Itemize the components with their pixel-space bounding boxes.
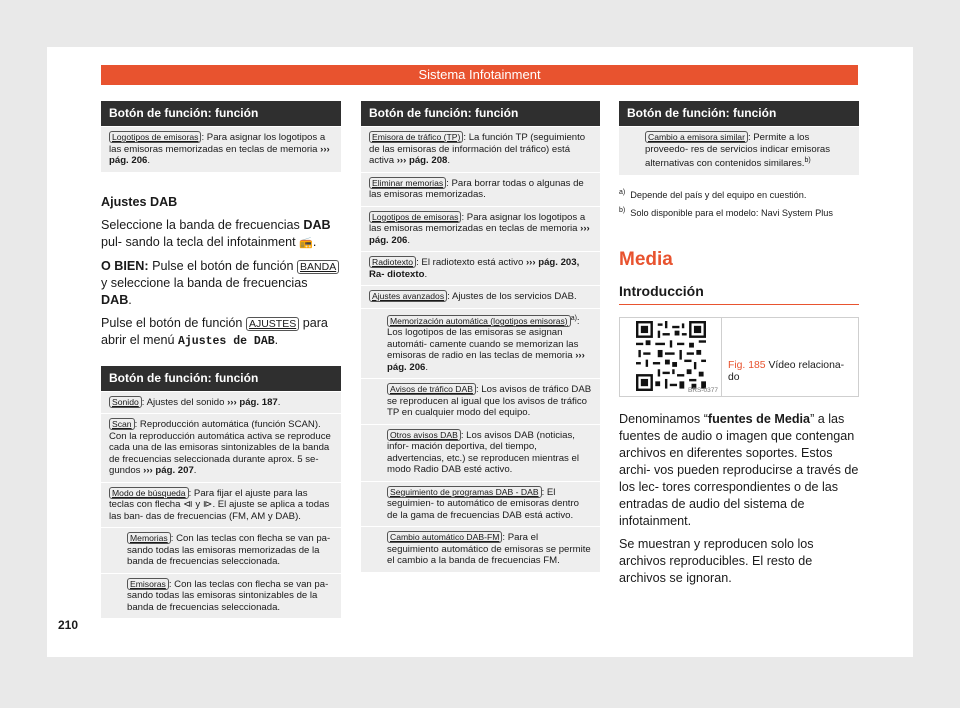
table-header: Botón de función: función xyxy=(101,366,341,391)
radio-key-icon: 📻 xyxy=(299,236,313,249)
page-ref-link[interactable]: ››› pág. 207 xyxy=(143,465,194,476)
figure-caption: Fig. 185 Vídeo relaciona- do xyxy=(728,359,845,383)
page-number: 210 xyxy=(58,618,79,632)
entry-memorizacion-automatica: Memorización automática (logotipos emisoras) $^{a)}$: Los logotipos de las emisoras se asignan automáti- camente cuando se memorizan las emisoras de radio en las teclas de memoria ››› pág. 206. xyxy=(361,308,600,379)
entry-avisos-trafico-dab: Avisos de tráfico DAB : Los avisos de tráfico DAB se reproducen al igual que los avisos de tráfico TP en cualquier modo del equipo. xyxy=(361,378,600,424)
paragraph-ajustes: Pulse el botón de función AJUSTES para abrir el menú Ajustes de DAB. xyxy=(101,315,328,348)
entry-logotipos: Logotipos de emisoras : Para asignar los logotipos a las emisoras memorizadas en teclas de memoria ››› pág. 206. xyxy=(101,126,341,172)
entry-cambio-dab-fm: Cambio automático DAB-FM : Para el seguimiento automático de emisoras se permite el cambio a la banda de frecuencias FM. xyxy=(361,526,600,572)
entry-modo-busqueda: Modo de búsqueda : Para fijar el ajuste para las teclas con flecha ⧏ y ⧐. El ajuste se aplica a todas las ban- das de frecuencias (FM, AM y DAB). xyxy=(101,482,341,528)
entry-logotipos: Logotipos de emisoras : Para asignar los logotipos a las emisoras memorizadas en teclas de memoria ››› pág. 206. xyxy=(361,206,600,252)
table-header: Botón de función: función xyxy=(619,101,859,126)
qr-code-icon xyxy=(628,321,714,391)
function-table-dab-continued xyxy=(361,101,600,572)
figure-185 xyxy=(619,317,859,397)
entry-eliminar-memorias: Eliminar memorias : Para borrar todas o algunas de las emisoras memorizadas. xyxy=(361,172,600,206)
entry-otros-avisos-dab: Otros avisos DAB : Los avisos DAB (noticias, infor- mación deportiva, del tiempo, advertencias, etc.) se reproducen mientras el modo Radio DAB esté activo. xyxy=(361,424,600,481)
entry-seguimiento-programas: Seguimiento de programas DAB - DAB : El seguimien- to automático de emisoras dentro de la gama de frecuencias DAB está activo. xyxy=(361,481,600,527)
figure-code: BRS-0377 xyxy=(688,386,718,394)
chapter-banner: Sistema Infotainment xyxy=(101,65,858,85)
entry-sonido: Sonido : Ajustes del sonido ››› pág. 187. xyxy=(101,391,341,414)
column-right xyxy=(619,101,859,593)
page-ref-link[interactable]: ››› pág. 206 xyxy=(387,350,585,373)
footnote-a: $^{a)}$ Depende del país y del equipo en cuestión. xyxy=(619,188,807,200)
page-ref-link[interactable]: ››› pág. 187 xyxy=(227,396,278,408)
page-ref-link[interactable]: ››› pág. 203, Ra- diotexto xyxy=(369,257,580,280)
footnote-b: $^{b)}$ Solo disponible para el modelo: Navi System Plus xyxy=(619,206,833,218)
paragraph-reproducible: Se muestran y reproducen solo los archivos reproducibles. El resto de archivos se ignoran. xyxy=(619,536,814,585)
entry-memorias: Memorias : Con las teclas con flecha se van pa- sando todas las emisoras memorizadas de la banda de frecuencias seleccionada. xyxy=(101,527,341,573)
function-table-dab xyxy=(101,366,341,619)
ajustes-button: AJUSTES xyxy=(246,317,299,331)
entry-ajustes-avanzados: Ajustes avanzados : Ajustes de los servicios DAB. xyxy=(361,285,600,308)
function-table-end xyxy=(619,101,859,175)
paragraph-banda: O BIEN: Pulse el botón de función BANDA y seleccione la banda de frecuencias DAB. xyxy=(101,258,341,309)
entry-scan: Scan : Reproducción automática (función SCAN). Con la reproducción automática activa se reproduce cada una de las emisoras sintonizables de la banda de frecuencias seleccionada durante aprox. 5 se- gundos ››› pág. 207. xyxy=(101,413,341,482)
section-heading: Ajustes DAB xyxy=(101,194,178,209)
menu-name: Ajustes de DAB xyxy=(178,334,275,348)
entry-emisoras: Emisoras : Con las teclas con flecha se van pa- sando todas las emisoras sintonizables de la banda de frecuencias seleccionada. xyxy=(101,573,341,619)
figure-label: Fig. 185 xyxy=(728,359,766,371)
subsection-title: Introducción xyxy=(619,283,859,305)
entry-cambio-emisora-similar: Cambio a emisora similar : Permite a los proveedo- res de servicios indicar emisoras alternativas con contenidos similares.$^{b)}$ xyxy=(619,126,859,175)
paragraph-media-sources: Denominamos “fuentes de Media” a las fuentes de audio o imagen que contengan archivos en diferentes soportes. Estos archi- vos pueden reproducirse a través de los lec- tores correspondientes o de las entradas de audio del sistema de infotainment. xyxy=(619,411,859,528)
entry-radiotexto: Radiotexto : El radiotexto está activo ››› pág. 203, Ra- diotexto. xyxy=(361,251,600,285)
column-middle xyxy=(361,101,600,572)
section-title: Media xyxy=(619,248,673,270)
function-table-logos xyxy=(101,101,341,172)
function-key: Logotipos de emisoras xyxy=(109,131,201,143)
column-left xyxy=(101,101,341,618)
banda-button: BANDA xyxy=(297,260,339,274)
qr-code-image xyxy=(620,318,722,396)
page-ref-link[interactable]: ››› pág. 208 xyxy=(396,155,448,166)
page-ref-link[interactable]: ››› pág. 206 xyxy=(109,143,330,166)
table-header: Botón de función: función xyxy=(101,101,341,126)
table-header: Botón de función: función xyxy=(361,101,600,126)
entry-emisora-trafico: Emisora de tráfico (TP) : La función TP (seguimiento de las emisoras de información del tráfico) está activa ››› pág. 208. xyxy=(361,126,600,172)
paragraph-dab-band: Seleccione la banda de frecuencias DAB pul- sando la tecla del infotainment 📻. xyxy=(101,217,341,252)
page-ref-link[interactable]: ››› pág. 206 xyxy=(369,223,590,246)
